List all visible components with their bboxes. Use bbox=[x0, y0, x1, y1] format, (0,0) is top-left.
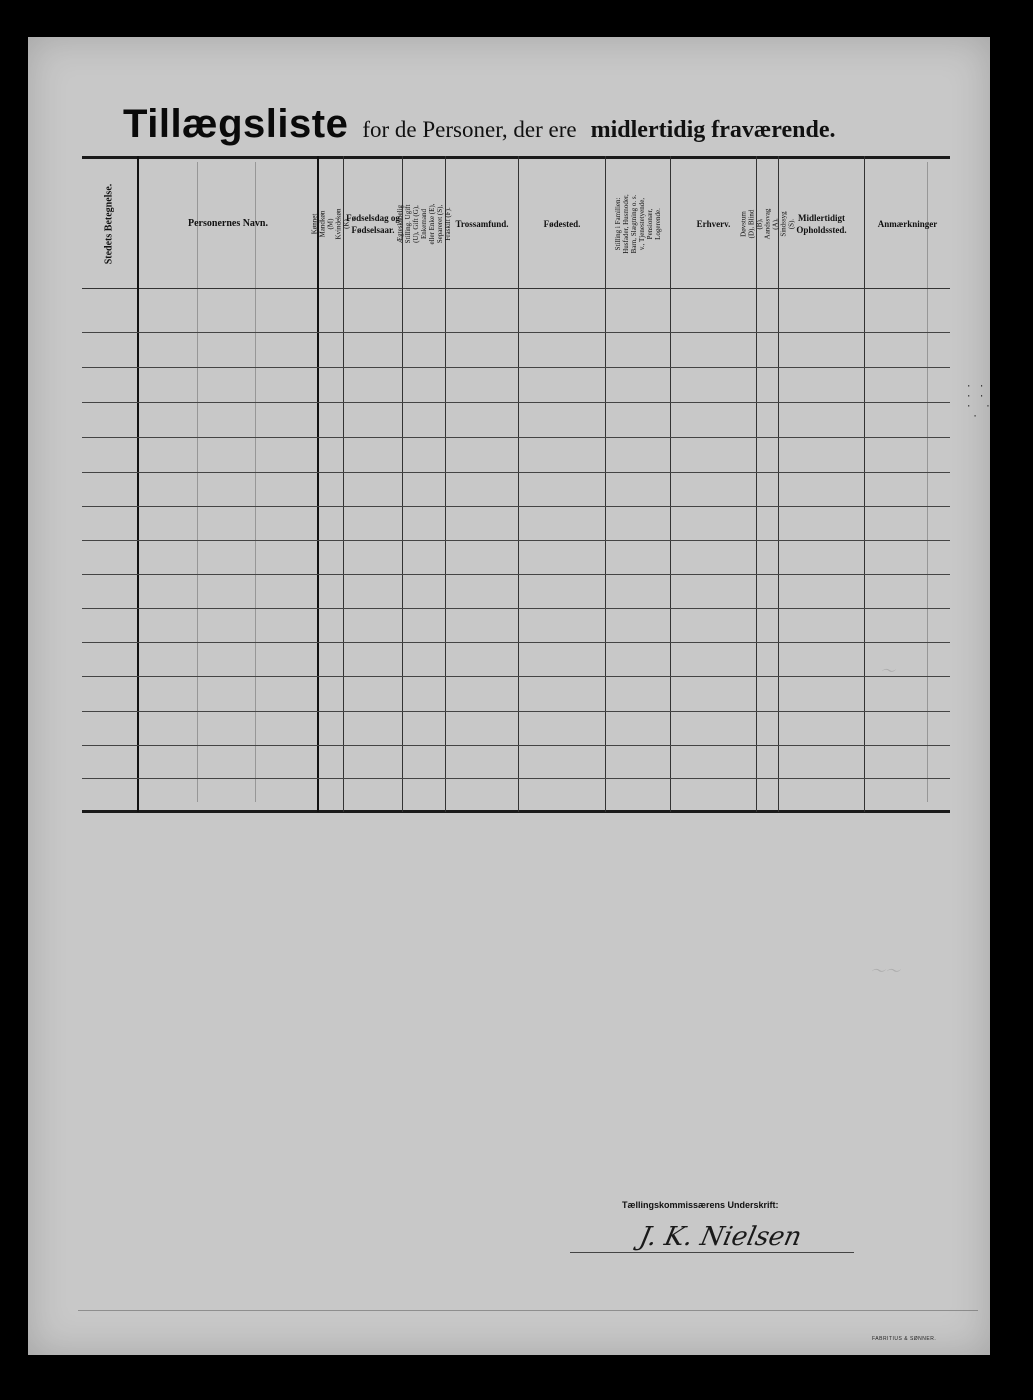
header-midlertidigt-opholdssted: Midlertidigt Opholdssted. bbox=[796, 213, 847, 235]
header-fødselsdag: Fødselsdag og Fødselsaar. bbox=[346, 213, 400, 235]
page-title bbox=[123, 102, 835, 152]
title-main: Tillægsliste bbox=[123, 102, 349, 146]
row-line bbox=[82, 642, 950, 643]
row-line bbox=[82, 676, 950, 677]
row-line bbox=[82, 367, 950, 368]
table-bottom-rule bbox=[82, 810, 950, 813]
header-kønnet: Kønnet Mandkøn (M) Kvindekøn (K) bbox=[310, 208, 351, 240]
title-emphasis: midlertidig fraværende. bbox=[590, 117, 836, 143]
header-personernes-navn: Personernes Navn. bbox=[188, 218, 268, 229]
bleed-through-mark: ～～ bbox=[870, 962, 901, 980]
header-anmærkninger: Anmærkninger bbox=[877, 219, 938, 229]
row-line bbox=[82, 608, 950, 609]
edge-marks: · · · · · · · bbox=[966, 382, 992, 422]
printer-mark: FABRITIUS & SØNNER. bbox=[872, 1336, 937, 1342]
row-line bbox=[82, 745, 950, 746]
header-fødested: Fødested. bbox=[543, 219, 581, 229]
signature: J. K. Nielsen bbox=[636, 1222, 805, 1252]
header-trossamfund: Trossamfund. bbox=[455, 219, 509, 229]
header-rule bbox=[82, 288, 950, 289]
row-line bbox=[82, 506, 950, 507]
row-line bbox=[82, 472, 950, 473]
row-line bbox=[82, 332, 950, 333]
row-line bbox=[82, 540, 950, 541]
row-line bbox=[82, 402, 950, 403]
header-stilling-i-familien: Stilling i Familien: Husfader, Husmoder, Barn, Slægtning o. s. v., Tjenestetyende, Pensionær, Logerende. bbox=[614, 194, 662, 254]
header-stedets-betegnelse: Stedets Betegnelse. bbox=[103, 183, 115, 265]
header-ægteskabelig-stilling: Ægteskabelig Stilling. Ugift (U), Gift (G), Enkemand eller Enke (E), Separeret (S), Fraskilt (F). bbox=[396, 203, 452, 245]
header-erhverv: Erhverv. bbox=[696, 219, 731, 229]
row-line bbox=[82, 711, 950, 712]
signature-label: Tællingskommissærens Underskrift: bbox=[622, 1200, 779, 1210]
bleed-through-mark: ～ bbox=[880, 662, 896, 680]
row-line bbox=[82, 778, 950, 779]
row-line bbox=[82, 574, 950, 575]
bottom-rule bbox=[78, 1310, 978, 1311]
row-line bbox=[82, 437, 950, 438]
census-table bbox=[82, 156, 950, 816]
header-døvstum-blind: Døvstum (D), Blind (B), Aandssvag (A), Sindssyg (S). bbox=[739, 208, 796, 240]
title-middle: for de Personer, der ere bbox=[362, 117, 577, 142]
table-top-rule bbox=[82, 156, 950, 159]
signature-line bbox=[570, 1252, 854, 1253]
